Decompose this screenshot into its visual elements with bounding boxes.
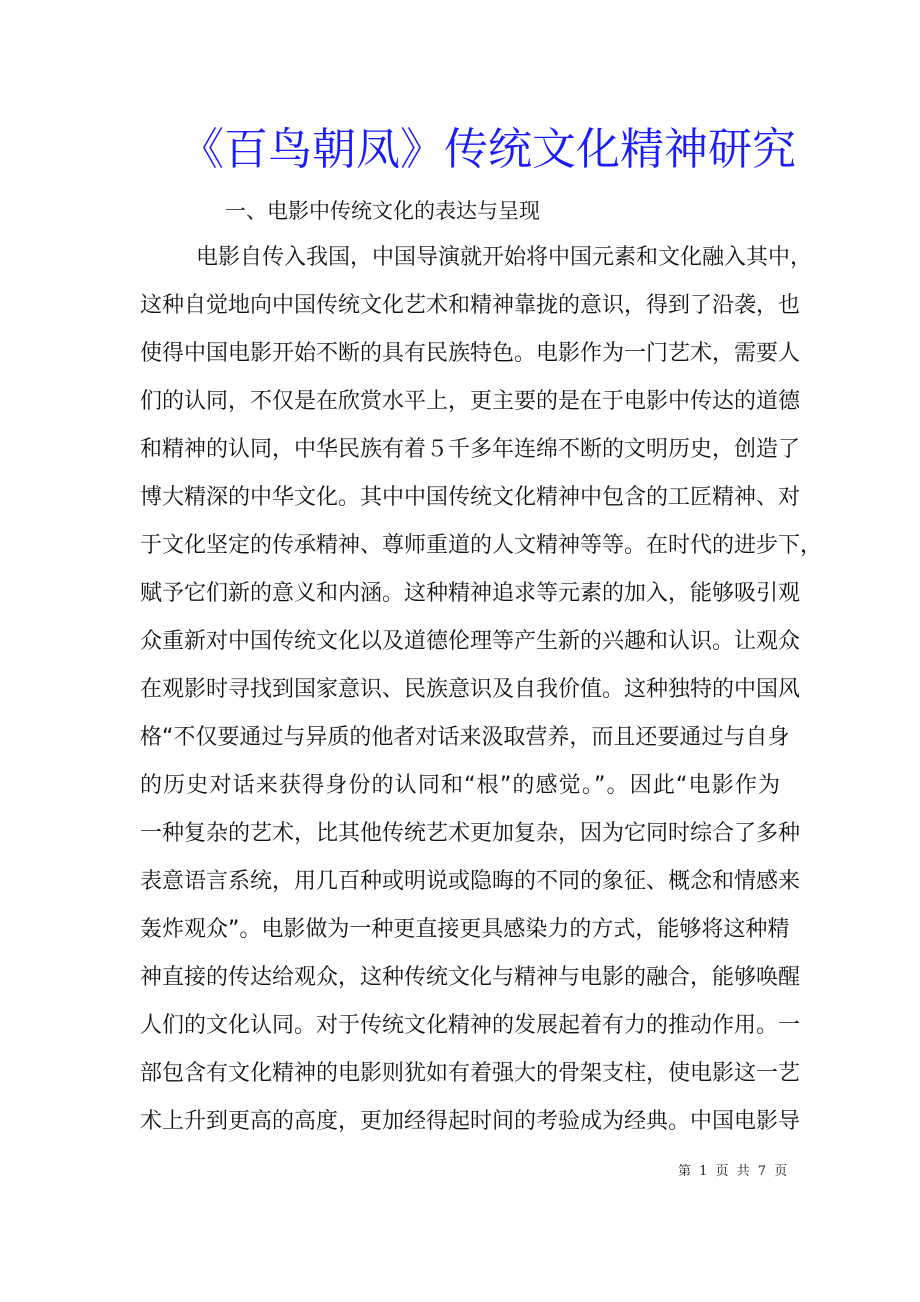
text-line: 神直接的传达给观众，这种传统文化与精神与电影的融合，能够唤醒 [140, 965, 801, 990]
section-heading: 一、电影中传统文化的表达与呈现 [225, 199, 540, 223]
text-line: 众重新对中国传统文化以及道德伦理等产生新的兴趣和认识。让观众 [140, 629, 801, 654]
text-line: 使得中国电影开始不断的具有民族特色。电影作为一门艺术，需要人 [140, 341, 801, 366]
text-line: 格“不仅要通过与异质的他者对话来汲取营养，而且还要通过与自身 [140, 725, 790, 750]
body-paragraph [140, 234, 823, 1146]
text-line: 于文化坚定的传承精神、尊师重道的人文精神等等。在时代的进步下， [140, 533, 823, 558]
text-line: 部包含有文化精神的电影则犹如有着强大的骨架支柱，使电影这一艺 [140, 1061, 801, 1086]
text-line: 电影自传入我国，中国导演就开始将中国元素和文化融入其中， [196, 245, 813, 270]
text-line: 在观影时寻找到国家意识、民族意识及自我价值。这种独特的中国风 [140, 677, 801, 702]
text-line: 和精神的认同，中华民族有着５千多年连绵不断的文明历史，创造了 [140, 437, 801, 462]
text-line: 术上升到更高的高度，更加经得起时间的考验成为经典。中国电影导 [140, 1109, 801, 1134]
text-line: 表意语言系统，用几百种或明说或隐晦的不同的象征、概念和情感来 [140, 869, 801, 894]
text-line: 的历史对话来获得身份的认同和“根”的感觉。”。因此“电影作为 [140, 773, 780, 798]
text-line: 人们的文化认同。对于传统文化精神的发展起着有力的推动作用。一 [140, 1013, 801, 1038]
text-line: 们的认同，不仅是在欣赏水平上，更主要的是在于电影中传达的道德 [140, 389, 801, 414]
text-line: 赋予它们新的意义和内涵。这种精神追求等元素的加入，能够吸引观 [140, 581, 801, 606]
text-line: 轰炸观众”。电影做为一种更直接更具感染力的方式，能够将这种精 [140, 917, 790, 942]
text-line: 这种自觉地向中国传统文化艺术和精神靠拢的意识，得到了沿袭，也 [140, 293, 801, 318]
text-line: 博大精深的中华文化。其中中国传统文化精神中包含的工匠精神、对 [140, 485, 801, 510]
document-title: 《百鸟朝凤》传统文化精神研究 [180, 124, 796, 175]
page-number-footer: 第 1 页 共 7 页 [678, 1164, 790, 1179]
text-line: 一种复杂的艺术，比其他传统艺术更加复杂，因为它同时综合了多种 [140, 821, 801, 846]
